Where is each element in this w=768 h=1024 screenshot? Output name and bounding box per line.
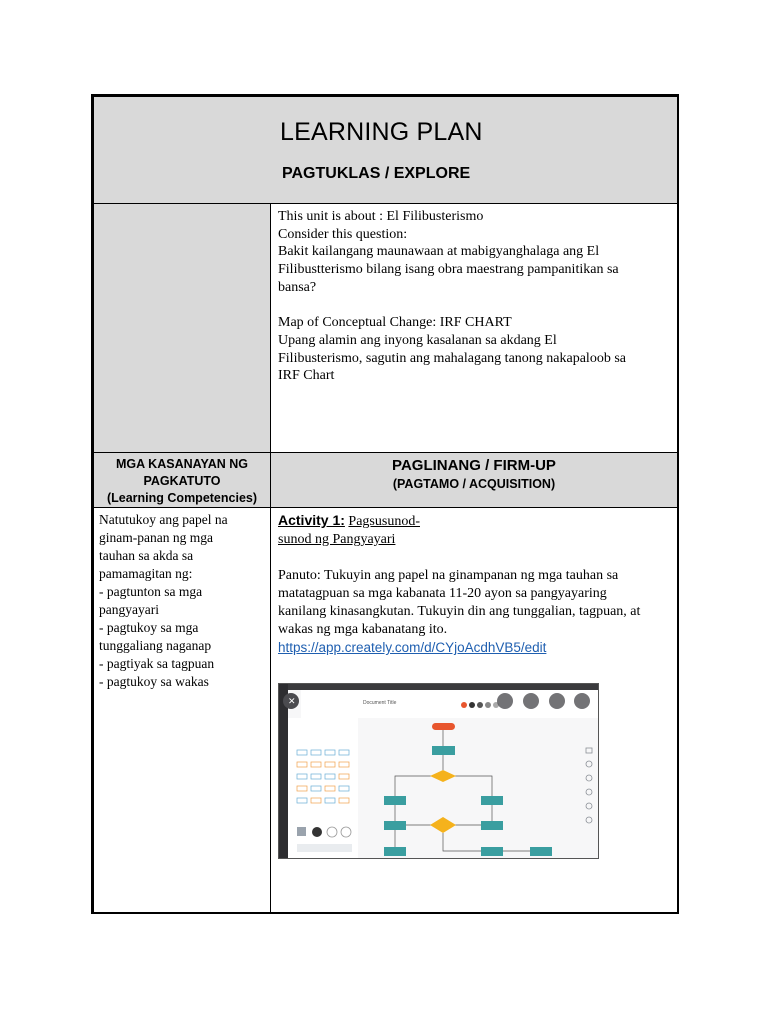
- spacer: [278, 297, 671, 315]
- svg-text:✕: ✕: [288, 697, 296, 707]
- competency-line: pangyayari: [99, 602, 159, 617]
- instruction-line: matatagpuan sa mga kabanata 11-20 ayon sa pangyayaring: [278, 586, 607, 601]
- explore-left-cell: [94, 204, 271, 453]
- competencies-heading: [94, 453, 271, 508]
- activity-title: Pagsusunod-: [348, 514, 420, 529]
- explore-line: This unit is about : El Filibusterismo: [278, 209, 484, 224]
- competency-line: - pagtukoy sa wakas: [99, 674, 209, 689]
- activity-label: Activity 1:: [278, 512, 345, 528]
- flowchart-screenshot-image: [279, 684, 598, 858]
- competency-line: Natutukoy ang papel na: [99, 512, 228, 527]
- spacer: [278, 549, 671, 567]
- competencies-list: [94, 508, 271, 914]
- page-title: LEARNING PLAN: [280, 118, 483, 146]
- explore-line: Filibustterismo bilang isang obra maestrang pampanitikan sa: [278, 262, 619, 278]
- explore-line: IRF Chart: [278, 368, 335, 384]
- plan-header: [94, 97, 677, 204]
- explore-line: Filibusterismo, sagutin ang mahalagang tanong nakapaloob sa: [278, 350, 626, 366]
- activity-title-cont: sunod ng Pangyayari: [278, 532, 396, 547]
- creately-link[interactable]: https://app.creately.com/d/CYjoAcdhVB5/edit: [278, 640, 547, 655]
- competency-line: - pagtunton sa mga: [99, 584, 203, 599]
- firmup-subtitle: (PAGTAMO / ACQUISITION): [392, 477, 556, 491]
- creately-screenshot: [278, 683, 599, 859]
- explore-content: [271, 204, 677, 453]
- competency-line: pamamagitan ng:: [99, 566, 193, 581]
- learning-plan-table: [91, 94, 679, 914]
- competencies-heading-line: (Learning Competencies): [106, 491, 258, 505]
- page-subtitle: PAGTUKLAS / EXPLORE: [282, 165, 471, 182]
- explore-line: Upang alamin ang inyong kasalanan sa akdang El: [278, 332, 557, 348]
- screenshot-doc-title: Document Title: [363, 700, 397, 706]
- explore-line: Map of Conceptual Change: IRF CHART: [278, 315, 512, 331]
- competencies-heading-line: MGA KASANAYAN NG: [116, 457, 248, 471]
- firmup-title: PAGLINANG / FIRM-UP: [392, 457, 556, 474]
- explore-line: Consider this question:: [278, 226, 408, 242]
- competency-line: tunggaliang naganap: [99, 638, 212, 653]
- instruction-line: Panuto: Tukuyin ang papel na ginampanan ng mga tauhan sa: [278, 568, 619, 583]
- instruction-line: kanilang kinasangkutan. Tukuyin din ang tunggalian, tagpuan, at: [278, 604, 641, 619]
- competency-line: - pagtiyak sa tagpuan: [99, 656, 215, 671]
- explore-line: bansa?: [278, 279, 317, 295]
- competency-line: ginam-panan ng mga: [99, 530, 213, 545]
- activity-heading: [278, 511, 671, 531]
- instruction-line: wakas ng mga kabanatang ito.: [278, 622, 448, 637]
- competencies-heading-line: PAGKATUTO: [143, 474, 221, 488]
- activity-content: [271, 508, 677, 914]
- competency-line: - pagtukoy sa mga: [99, 620, 199, 635]
- firmup-heading: [271, 453, 677, 508]
- explore-line: Bakit kailangang maunawaan at mabigyanghalaga ang El: [278, 244, 600, 260]
- competency-line: tauhan sa akda sa: [99, 548, 194, 563]
